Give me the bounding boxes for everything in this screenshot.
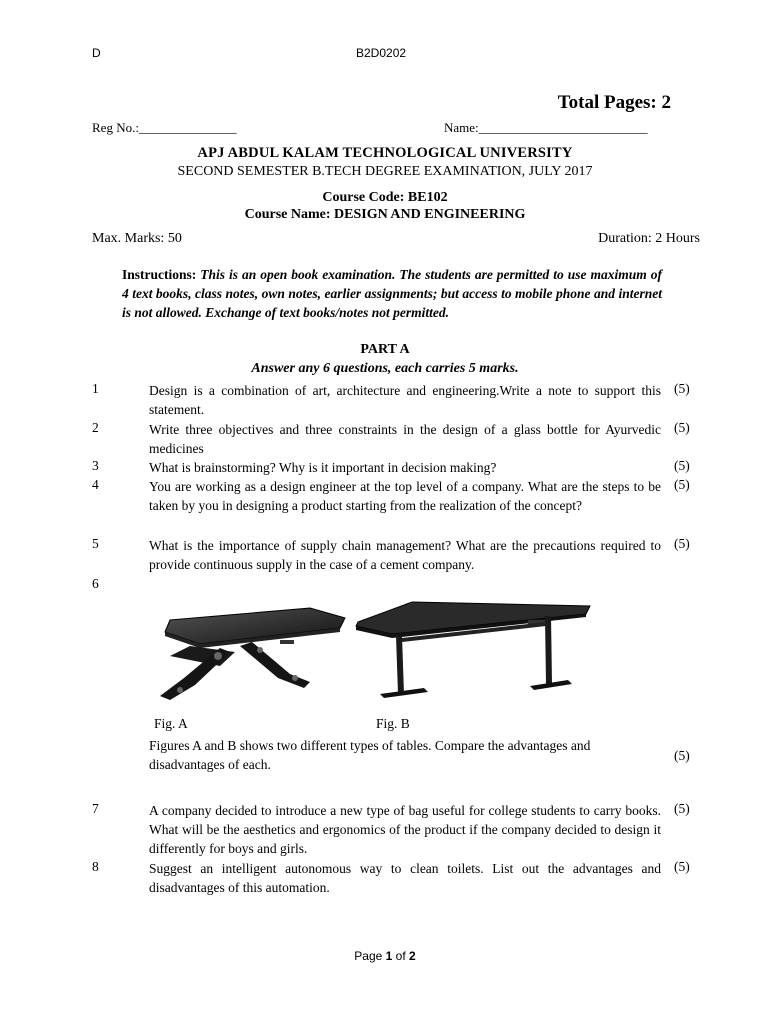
- figure-b-caption: Fig. B: [376, 716, 410, 731]
- instructions: [122, 265, 662, 322]
- question-text: A company decided to introduce a new type of bag useful for college students to carry books. What will be the aesthetics and ergonomics of the product if the company decided to design it differently for boys and girls.: [149, 803, 661, 856]
- question-text: Suggest an intelligent autonomous way to clean toilets. List out the advantages and disadvantages of this automation.: [149, 861, 661, 895]
- footer-page-label: Page: [354, 949, 383, 963]
- instructions-text: This is an open book examination. The students are permitted to use maximum of 4 text books, class notes, own notes, earlier assignments; but access to mobile phone and internet is not allowed. Exchange of text books/notes not permitted.: [122, 267, 663, 320]
- max-marks: Max. Marks: 50: [92, 231, 182, 246]
- name-field: Name:__________________________: [444, 120, 648, 135]
- question-number: 2: [92, 420, 99, 435]
- total-pages: Total Pages: 2: [557, 92, 671, 113]
- footer-total-pages: 2: [409, 949, 416, 963]
- question-marks: (5): [674, 381, 690, 396]
- question-number: 7: [92, 801, 99, 816]
- question-text: What is brainstorming? Why is it important in decision making?: [149, 460, 497, 475]
- question-text: What is the importance of supply chain management? What are the precautions required to provide continuous supply in the case of a cement company.: [149, 538, 661, 572]
- footer-current-page: 1: [385, 949, 393, 963]
- question-number: 4: [92, 477, 99, 492]
- reg-no-field: Reg No.:_______________: [92, 120, 237, 135]
- question-text: Figures A and B shows two different types of tables. Compare the advantages and disadvantages of each.: [149, 738, 591, 772]
- exam-title: SECOND SEMESTER B.TECH DEGREE EXAMINATION, JULY 2017: [177, 164, 593, 179]
- question-number: 1: [92, 381, 99, 396]
- page-footer: [0, 949, 770, 963]
- question-marks: (5): [674, 536, 690, 551]
- question-text: Write three objectives and three constraints in the design of a glass bottle for Ayurvedic medicines: [149, 422, 661, 456]
- footer-of-label: of: [395, 949, 406, 963]
- duration: Duration: 2 Hours: [598, 231, 700, 246]
- part-a-heading: PART A: [360, 342, 410, 357]
- question-text: Design is a combination of art, architecture and engineering.Write a note to support this statement.: [149, 383, 661, 417]
- figure-a-caption: Fig. A: [154, 716, 188, 731]
- question-marks: (5): [674, 748, 690, 763]
- university-title: APJ ABDUL KALAM TECHNOLOGICAL UNIVERSITY: [197, 145, 573, 161]
- question-marks: (5): [674, 477, 690, 492]
- question-number: 8: [92, 859, 99, 874]
- paper-code: B2D0202: [356, 46, 407, 60]
- course-name: Course Name: DESIGN AND ENGINEERING: [244, 207, 526, 222]
- question-marks: (5): [674, 801, 690, 816]
- question-marks: (5): [674, 458, 690, 473]
- figure-a-laptop-table: [140, 600, 360, 705]
- question-number: 6: [92, 576, 99, 591]
- figure-b-standing-desk: [350, 598, 600, 700]
- question-marks: (5): [674, 859, 690, 874]
- question-marks: (5): [674, 420, 690, 435]
- header-left: D: [92, 46, 101, 60]
- question-number: 5: [92, 536, 99, 551]
- question-text: You are working as a design engineer at the top level of a company. What are the steps to be taken by you in designing a product starting from the realization of the concept?: [149, 479, 661, 513]
- question-number: 3: [92, 458, 99, 473]
- instructions-label: Instructions:: [122, 267, 197, 282]
- course-code: Course Code: BE102: [322, 190, 448, 205]
- answer-instruction: Answer any 6 questions, each carries 5 marks.: [251, 361, 519, 376]
